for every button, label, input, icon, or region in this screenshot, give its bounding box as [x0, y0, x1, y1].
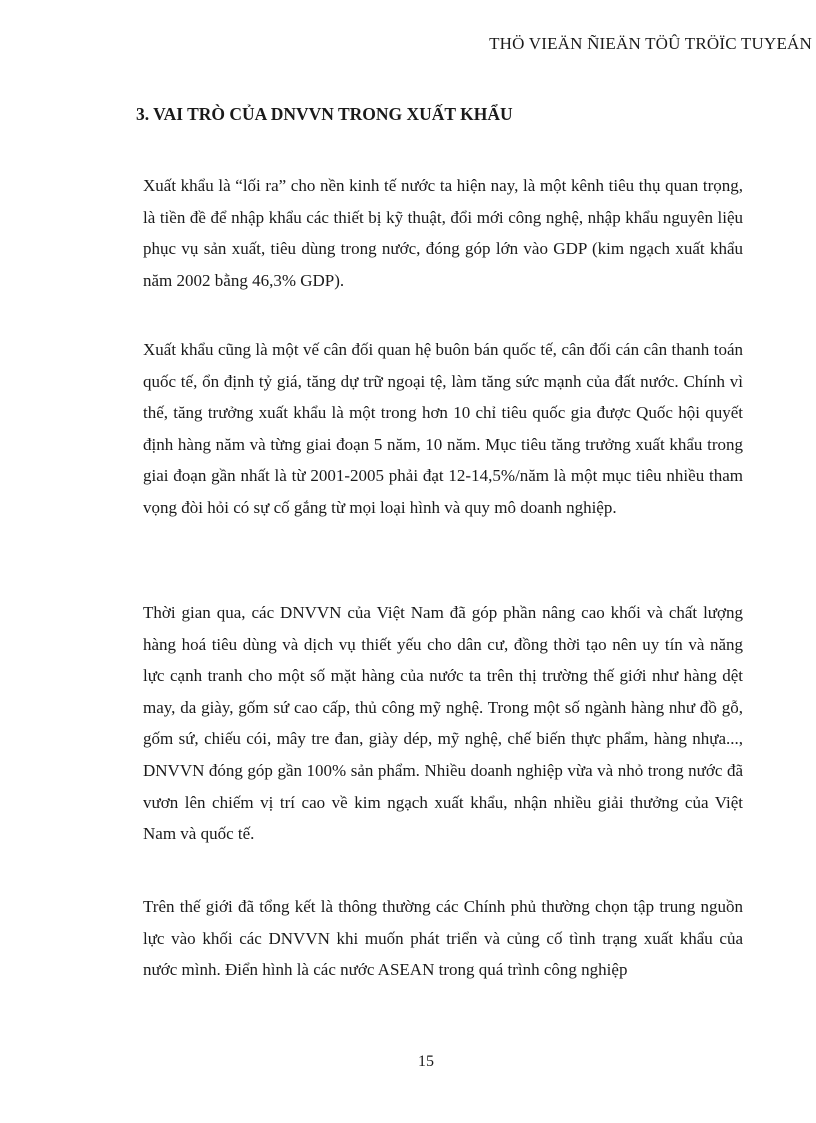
page-number: 15 [418, 1053, 434, 1070]
paragraph-world-experience: Trên thế giới đã tổng kết là thông thường các Chính phủ thường chọn tập trung nguồn lực vào khối các DNVVN khi muốn phát triển và củng cố tình trạng xuất khẩu của nước mình. Điển hình là các nước ASEAN trong quá trình công nghiệp [143, 897, 743, 980]
paragraph-export-role: Xuất khẩu là “lối ra” cho nền kinh tế nước ta hiện nay, là một kênh tiêu thụ quan trọng, là tiền đề để nhập khẩu các thiết bị kỹ thuật, đổi mới công nghệ, nhập khẩu nguyên liệu phục vụ sản xuất, tiêu dùng trong nước, đóng góp lớn vào GDP (kim ngạch xuất khẩu năm 2002 bằng 46,3% GDP). [143, 176, 743, 290]
paragraph-sme-contribution: Thời gian qua, các DNVVN của Việt Nam đã góp phần nâng cao khối và chất lượng hàng hoá tiêu dùng và dịch vụ thiết yếu cho dân cư, đồng thời tạo nên uy tín và năng lực cạnh tranh cho một số mặt hàng của nước ta trên thị trường thế giới như hàng dệt may, da giày, gốm sứ cao cấp, thủ công mỹ nghệ. Trong một số ngành hàng như đồ gỗ, gốm sứ, chiếu cói, mây tre đan, giày dép, mỹ nghệ, chế biến thực phẩm, hàng nhựa..., DNVVN đóng góp gần 100% sản phẩm. Nhiều doanh nghiệp vừa và nhỏ trong nước đã vươn lên chiếm vị trí cao về kim ngạch xuất khẩu, nhận nhiều giải thưởng của Việt Nam và quốc tế. [143, 603, 743, 844]
section-heading: 3. VAI TRÒ CỦA DNVVN TRONG XUẤT KHẨU [136, 104, 513, 124]
paragraph-export-balance: Xuất khẩu cũng là một vế cân đối quan hệ buôn bán quốc tế, cân đối cán cân thanh toán quốc tế, ổn định tỷ giá, tăng dự trữ ngoại tệ, làm tăng sức mạnh của đất nước. Chính vì thế, tăng trưởng xuất khẩu là một trong hơn 10 chỉ tiêu quốc gia được Quốc hội quyết định hàng năm và từng giai đoạn 5 năm, 10 năm. Mục tiêu tăng trưởng xuất khẩu trong giai đoạn gần nhất là từ 2001-2005 phải đạt 12-14,5%/năm là một mục tiêu nhiều tham vọng đòi hỏi có sự cố gắng từ mọi loại hình và quy mô doanh nghiệp. [143, 340, 743, 517]
running-header: THÖ VIEÄN ÑIEÄN TÖÛ TRÖÏC TUYEÁN [489, 34, 812, 53]
